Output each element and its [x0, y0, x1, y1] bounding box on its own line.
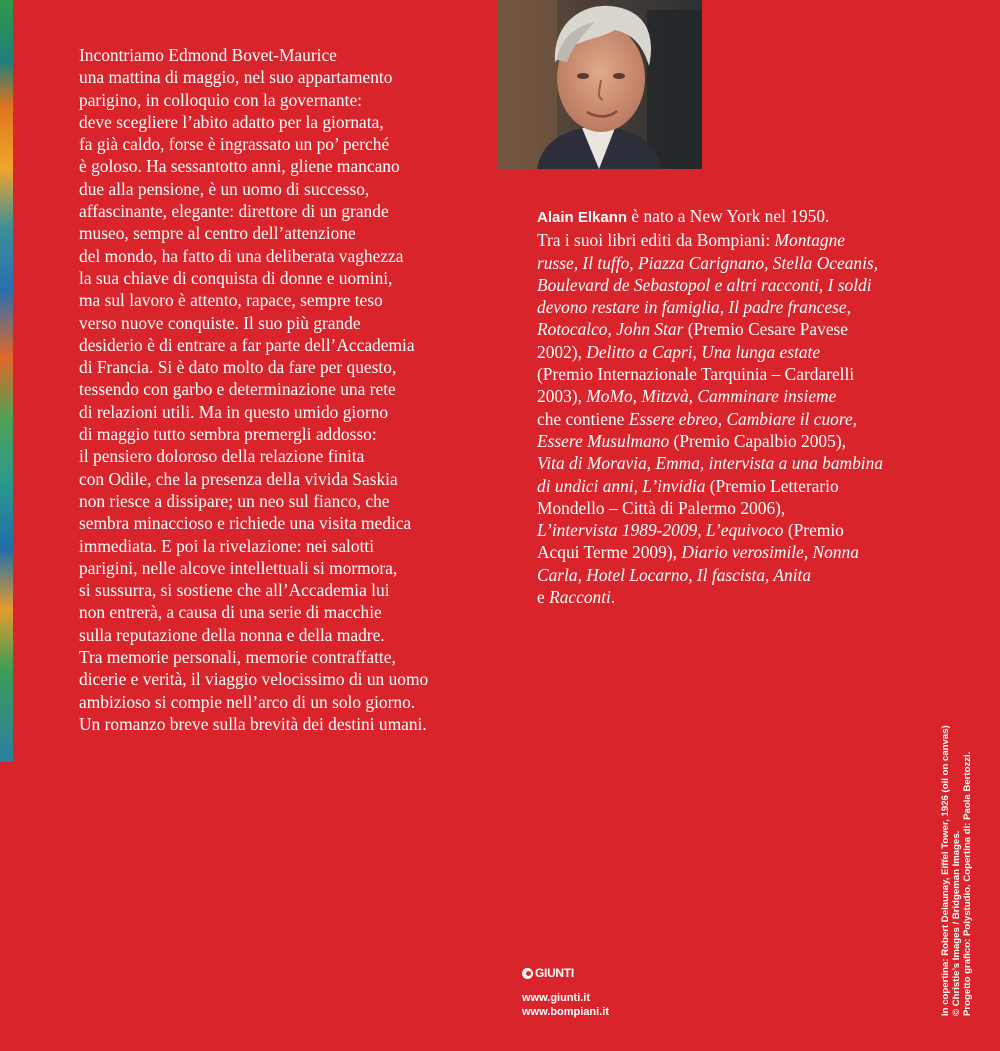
bio-line: 2002), Delitto a Capri, Una lunga estate [537, 341, 821, 362]
author-photo [497, 0, 702, 169]
bio-line: russe, Il tuffo, Piazza Carignano, Stella Oceanis, [537, 252, 879, 273]
synopsis-line: affascinante, elegante: direttore di un grande [79, 201, 389, 222]
bio-line: Tra i suoi libri editi da Bompiani: Montagne [537, 230, 846, 251]
cover-artwork-edge [0, 0, 13, 762]
synopsis-line: museo, sempre al centro dell’attenzione [79, 223, 356, 244]
synopsis-line: tessendo con garbo e determinazione una rete [79, 379, 396, 400]
synopsis-line: deve scegliere l’abito adatto per la giornata, [79, 111, 384, 132]
bio-line: 2003), MoMo, Mitzvà, Camminare insieme [537, 386, 837, 407]
bio-line: devono restare in famiglia, Il padre francese, [537, 297, 851, 318]
bio-line: Mondello – Città di Palermo 2006), [537, 497, 786, 518]
author-bio [537, 205, 937, 608]
synopsis-line: verso nuove conquiste. Il suo più grande [79, 312, 361, 333]
synopsis-line: dicerie e verità, il viaggio velocissimo di un uomo [79, 669, 429, 690]
bio-line: che contiene Essere ebreo, Cambiare il cuore, [537, 408, 858, 429]
synopsis-line: due alla pensione, è un uomo di successo, [79, 178, 370, 199]
synopsis-line: desiderio è di entrare a far parte dell’Accademia [79, 334, 415, 355]
author-name: Alain Elkann [537, 209, 628, 226]
synopsis-line: di relazioni utili. Ma in questo umido giorno [79, 401, 389, 422]
bio-line: Carla, Hotel Locarno, Il fascista, Anita [537, 564, 812, 585]
synopsis-line: la sua chiave di conquista di donne e uomini, [79, 267, 393, 288]
synopsis-line: del mondo, ha fatto di una deliberata vaghezza [79, 245, 404, 266]
bio-line: Boulevard de Sebastopol e altri racconti, I soldi [537, 274, 872, 295]
credit-line: Progetto grafico: Polystudio. Copertina di: Paola Bertozzi. [962, 751, 973, 1016]
synopsis-line: una mattina di maggio, nel suo appartamento [79, 67, 393, 88]
synopsis-line: non riesce a dissipare; un neo sul fianco, che [79, 490, 390, 511]
bio-line: Acqui Terme 2009), Diario verosimile, Nonna [537, 542, 859, 563]
synopsis-line: si sussurra, si sostiene che all’Accademia lui [79, 580, 390, 601]
bompiani-url-link[interactable]: www.bompiani.it [522, 1006, 609, 1018]
giunti-logo [522, 966, 609, 980]
bio-line: Essere Musulmano (Premio Capalbio 2005), [537, 430, 846, 451]
synopsis-line: sulla reputazione della nonna e della madre. [79, 624, 385, 645]
bio-line: L’intervista 1989-2009, L’equivoco (Premio [537, 520, 844, 541]
credit-line: In copertina: Robert Delaunay, Eiffel Tower, 1926 (oil on canvas) [940, 725, 951, 1016]
synopsis-line: è goloso. Ha sessantotto anni, gliene mancano [79, 156, 400, 177]
bio-line: Alain Elkann è nato a New York nel 1950. [537, 206, 830, 226]
synopsis-line: immediata. E poi la rivelazione: nei salotti [79, 535, 375, 556]
bio-line: Vita di Moravia, Emma, intervista a una bambina [537, 453, 884, 474]
synopsis-line: parigino, in colloquio con la governante: [79, 89, 363, 110]
synopsis-line: fa già caldo, forse è ingrassato un po’ perché [79, 134, 390, 155]
cover-credits [940, 725, 973, 1016]
synopsis-line: di Francia. Si è dato molto da fare per questo, [79, 357, 397, 378]
bio-line: e Racconti. [537, 587, 616, 608]
bio-line: Rotocalco, John Star (Premio Cesare Pavese [537, 319, 849, 340]
bio-line: (Premio Internazionale Tarquinia – Cardarelli [537, 364, 855, 385]
credit-line: © Christie’s Images / Bridgeman Images. [951, 830, 962, 1016]
synopsis-line: Un romanzo breve sulla brevità dei destini umani. [79, 713, 427, 734]
bio-line: di undici anni, L’invidia (Premio Letterario [537, 475, 839, 496]
giunti-url-link[interactable]: www.giunti.it [522, 992, 591, 1004]
publisher-urls [522, 991, 609, 1019]
synopsis-line: di maggio tutto sembra premergli addosso: [79, 424, 377, 445]
publisher-block [522, 966, 609, 1019]
synopsis-line: non entrerà, a causa di una serie di macchie [79, 602, 382, 623]
synopsis-line: sembra minaccioso e richiede una visita medica [79, 513, 412, 534]
synopsis-line: ambizioso si compie nell’arco di un solo giorno. [79, 691, 416, 712]
synopsis-line: Incontriamo Edmond Bovet-Maurice [79, 45, 337, 65]
giunti-logo-text: GIUNTI [535, 966, 574, 980]
synopsis-text [79, 44, 474, 735]
giunti-logo-icon [522, 968, 533, 979]
synopsis-line: parigini, nelle alcove intellettuali si mormora, [79, 557, 398, 578]
synopsis-line: Tra memorie personali, memorie contraffatte, [79, 647, 396, 668]
synopsis-line: ma sul lavoro è attento, rapace, sempre teso [79, 290, 383, 311]
synopsis-line: con Odile, che la presenza della vivida Saskia [79, 468, 398, 489]
synopsis-line: il pensiero doloroso della relazione finita [79, 446, 365, 467]
